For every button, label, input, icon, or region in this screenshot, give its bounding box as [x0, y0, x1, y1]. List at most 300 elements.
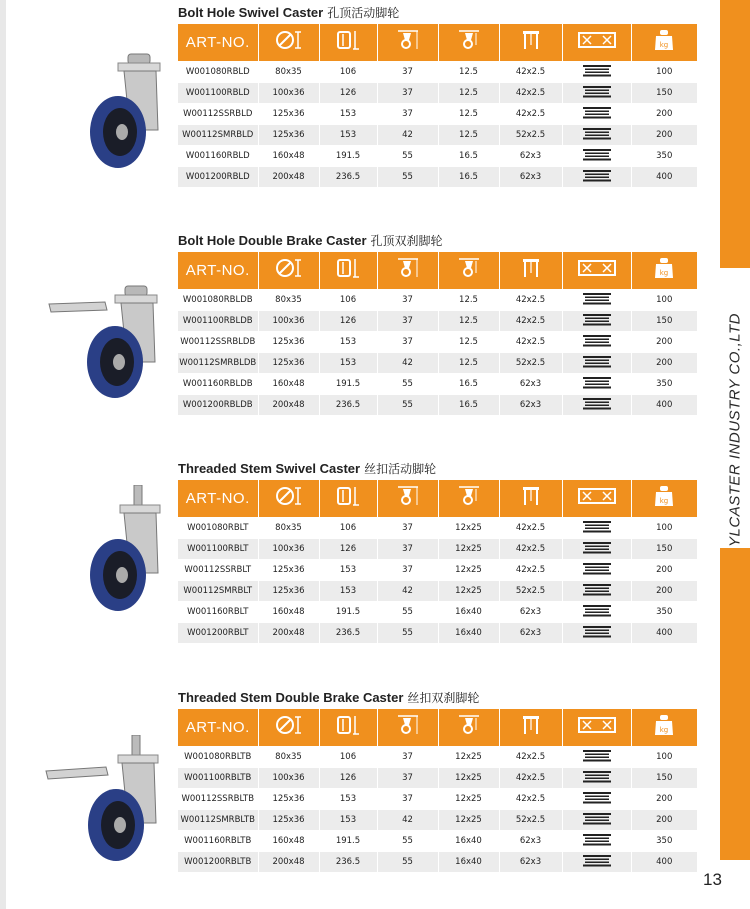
swivel-offset-icon — [456, 714, 482, 741]
bolt-cell: 16.5 — [438, 146, 499, 167]
plate-type-cell — [562, 353, 631, 374]
offset-cell: 37 — [377, 104, 438, 125]
table-row — [178, 581, 697, 602]
wheel-size-cell: 80x35 — [258, 290, 319, 311]
load-cell: 100 — [631, 290, 697, 311]
plate-size-cell: 62x3 — [499, 852, 562, 873]
art-no-cell: W00112SSRBLDB — [178, 332, 258, 353]
bolt-cell: 16.5 — [438, 167, 499, 188]
table-row — [178, 539, 697, 560]
tread-width-icon — [335, 257, 361, 284]
total-height-icon — [395, 485, 421, 512]
art-no-label: ART-NO. — [185, 718, 250, 736]
load-cell: 200 — [631, 332, 697, 353]
offset-cell: 55 — [377, 831, 438, 852]
offset-cell: 37 — [377, 560, 438, 581]
plate-size-cell: 42x2.5 — [499, 290, 562, 311]
bolt-cell: 12.5 — [438, 104, 499, 125]
svg-text:kg: kg — [660, 269, 669, 277]
offset-cell: 37 — [377, 539, 438, 560]
plate-stack-icon — [582, 584, 612, 599]
art-no-cell: W001100RBLTB — [178, 768, 258, 789]
bolt-cell: 12x25 — [438, 560, 499, 581]
art-no-cell: W00112SSRBLT — [178, 560, 258, 581]
mounting-plate-icon — [577, 31, 617, 54]
wheel-size-header — [258, 480, 319, 518]
swivel-offset-icon — [456, 485, 482, 512]
plate-size-cell: 62x3 — [499, 602, 562, 623]
swivel-offset-icon — [456, 257, 482, 284]
total-height-cell: 126 — [319, 311, 377, 332]
svg-text:kg: kg — [660, 41, 669, 49]
plate-size-cell: 42x2.5 — [499, 789, 562, 810]
section-threaded-double-brake — [178, 689, 697, 873]
offset-cell: 55 — [377, 374, 438, 395]
plate-stack-icon — [582, 170, 612, 185]
bolt-cell: 12x25 — [438, 581, 499, 602]
load-cell: 150 — [631, 83, 697, 104]
plate-type-cell — [562, 789, 631, 810]
art-no-cell: W001100RBLDB — [178, 311, 258, 332]
table-row — [178, 602, 697, 623]
total-height-header — [377, 709, 438, 747]
total-height-header — [377, 252, 438, 290]
bolt-hole-icon — [518, 257, 544, 284]
offset-cell: 42 — [377, 353, 438, 374]
spec-table — [178, 24, 697, 188]
wheel-size-header — [258, 24, 319, 62]
art-no-cell: W001160RBLDB — [178, 374, 258, 395]
plate-type-cell — [562, 311, 631, 332]
table-row — [178, 167, 697, 188]
bolt-cell: 12x25 — [438, 518, 499, 539]
table-row — [178, 831, 697, 852]
offset-cell: 37 — [377, 83, 438, 104]
plate-type-cell — [562, 602, 631, 623]
total-height-cell: 106 — [319, 747, 377, 768]
mounting-plate-icon — [577, 716, 617, 739]
caster-double-brake-bolt-image — [45, 280, 170, 400]
wheel-size-cell: 80x35 — [258, 747, 319, 768]
load-cell: 150 — [631, 311, 697, 332]
bolt-hole-icon — [518, 29, 544, 56]
bolt-cell: 16.5 — [438, 374, 499, 395]
bolt-cell: 16x40 — [438, 831, 499, 852]
total-height-header — [377, 24, 438, 62]
offset-cell: 55 — [377, 852, 438, 873]
load-cell: 150 — [631, 768, 697, 789]
swivel-offset-icon — [456, 29, 482, 56]
plate-stack-icon — [582, 293, 612, 308]
plate-stack-icon — [582, 86, 612, 101]
art-no-cell: W001080RBLTB — [178, 747, 258, 768]
plate-size-cell: 42x2.5 — [499, 62, 562, 83]
plate-size-cell: 62x3 — [499, 831, 562, 852]
caster-threaded-swivel-image — [78, 485, 170, 615]
wheel-size-cell: 125x36 — [258, 789, 319, 810]
total-height-cell: 236.5 — [319, 395, 377, 416]
table-row — [178, 146, 697, 167]
plate-type-cell — [562, 852, 631, 873]
total-height-icon — [395, 29, 421, 56]
load-cell: 350 — [631, 602, 697, 623]
art-no-cell: W00112SSRBLTB — [178, 789, 258, 810]
wheel-size-icon — [274, 714, 304, 741]
bolt-cell: 12.5 — [438, 62, 499, 83]
offset-cell: 55 — [377, 167, 438, 188]
wheel-size-cell: 160x48 — [258, 602, 319, 623]
plate-stack-icon — [582, 792, 612, 807]
bolt-cell: 12x25 — [438, 810, 499, 831]
bolt-cell: 12x25 — [438, 768, 499, 789]
offset-cell: 42 — [377, 125, 438, 146]
plate-type-cell — [562, 810, 631, 831]
wheel-size-icon — [274, 29, 304, 56]
plate-type-cell — [562, 395, 631, 416]
plate-size-cell: 42x2.5 — [499, 539, 562, 560]
load-weight-icon — [654, 257, 674, 284]
plate-type-cell — [562, 125, 631, 146]
offset-cell: 42 — [377, 581, 438, 602]
load-cell: 200 — [631, 560, 697, 581]
section-title: Bolt Hole Swivel Caster 孔顶活动脚轮 — [178, 5, 400, 20]
plate-size-cell: 42x2.5 — [499, 311, 562, 332]
plate-stack-icon — [582, 149, 612, 164]
wheel-size-cell: 160x48 — [258, 831, 319, 852]
wheel-size-header — [258, 252, 319, 290]
load-cell: 200 — [631, 789, 697, 810]
spec-table — [178, 480, 697, 644]
load-cell: 200 — [631, 125, 697, 146]
plate-type-cell — [562, 62, 631, 83]
table-row — [178, 789, 697, 810]
wheel-size-cell: 125x36 — [258, 810, 319, 831]
art-no-cell: W001160RBLTB — [178, 831, 258, 852]
section-threaded-swivel — [178, 460, 697, 644]
section-title: Bolt Hole Double Brake Caster 孔顶双刹脚轮 — [178, 233, 443, 248]
side-tab-top — [720, 0, 750, 268]
mounting-plate-header — [562, 24, 631, 62]
caster-threaded-double-brake-image — [42, 735, 170, 865]
tread-width-header — [319, 252, 377, 290]
bolt-cell: 12.5 — [438, 125, 499, 146]
plate-stack-icon — [582, 605, 612, 620]
wheel-size-cell: 100x36 — [258, 539, 319, 560]
bolt-cell: 12.5 — [438, 290, 499, 311]
art-no-cell: W00112SMRBLDB — [178, 353, 258, 374]
art-no-cell: W001100RBLD — [178, 83, 258, 104]
wheel-size-cell: 80x35 — [258, 62, 319, 83]
plate-type-cell — [562, 831, 631, 852]
art-no-cell: W001200RBLDB — [178, 395, 258, 416]
tread-width-header — [319, 480, 377, 518]
bolt-cell: 16x40 — [438, 602, 499, 623]
bolt-cell: 12x25 — [438, 539, 499, 560]
mounting-plate-icon — [577, 487, 617, 510]
total-height-cell: 153 — [319, 789, 377, 810]
spec-table — [178, 252, 697, 416]
plate-stack-icon — [582, 542, 612, 557]
bolt-hole-icon — [518, 485, 544, 512]
mounting-plate-header — [562, 480, 631, 518]
wheel-size-cell: 125x36 — [258, 125, 319, 146]
table-row — [178, 374, 697, 395]
plate-type-cell — [562, 146, 631, 167]
wheel-size-cell: 125x36 — [258, 332, 319, 353]
art-no-header — [178, 480, 258, 518]
total-height-cell: 106 — [319, 62, 377, 83]
art-no-header — [178, 709, 258, 747]
section-title: Threaded Stem Swivel Caster 丝扣活动脚轮 — [178, 461, 437, 476]
wheel-size-cell: 200x48 — [258, 623, 319, 644]
art-no-cell: W001160RBLT — [178, 602, 258, 623]
plate-stack-icon — [582, 356, 612, 371]
bolt-cell: 16x40 — [438, 623, 499, 644]
total-height-cell: 126 — [319, 768, 377, 789]
plate-size-cell: 62x3 — [499, 146, 562, 167]
art-no-header — [178, 252, 258, 290]
total-height-cell: 191.5 — [319, 374, 377, 395]
total-height-cell: 236.5 — [319, 167, 377, 188]
art-no-label: ART-NO. — [185, 489, 250, 507]
wheel-size-cell: 200x48 — [258, 167, 319, 188]
total-height-cell: 106 — [319, 290, 377, 311]
bolt-hole-header — [499, 252, 562, 290]
total-height-cell: 236.5 — [319, 852, 377, 873]
plate-size-cell: 42x2.5 — [499, 560, 562, 581]
tread-width-icon — [335, 714, 361, 741]
art-no-cell: W00112SSRBLD — [178, 104, 258, 125]
load-cell: 400 — [631, 852, 697, 873]
plate-size-cell: 52x2.5 — [499, 125, 562, 146]
plate-stack-icon — [582, 626, 612, 641]
art-no-cell: W001160RBLD — [178, 146, 258, 167]
wheel-size-icon — [274, 257, 304, 284]
tread-width-icon — [335, 485, 361, 512]
plate-stack-icon — [582, 377, 612, 392]
total-height-cell: 153 — [319, 560, 377, 581]
table-row — [178, 353, 697, 374]
plate-type-cell — [562, 290, 631, 311]
load-weight-header — [631, 24, 697, 62]
plate-size-cell: 52x2.5 — [499, 810, 562, 831]
plate-type-cell — [562, 167, 631, 188]
plate-stack-icon — [582, 335, 612, 350]
load-weight-header — [631, 252, 697, 290]
bolt-cell: 12.5 — [438, 83, 499, 104]
art-no-cell: W001080RBLT — [178, 518, 258, 539]
offset-cell: 37 — [377, 789, 438, 810]
table-header — [178, 480, 697, 518]
plate-type-cell — [562, 83, 631, 104]
wheel-size-cell: 125x36 — [258, 104, 319, 125]
offset-cell: 55 — [377, 146, 438, 167]
bolt-cell: 16x40 — [438, 852, 499, 873]
table-header — [178, 709, 697, 747]
section-title: Threaded Stem Double Brake Caster 丝扣双刹脚轮 — [178, 690, 480, 705]
plate-type-cell — [562, 374, 631, 395]
plate-stack-icon — [582, 107, 612, 122]
company-name: YLCASTER INDUSTRY CO.,LTD — [726, 313, 744, 547]
wheel-size-cell: 160x48 — [258, 146, 319, 167]
caster-swivel-bolt-image — [80, 50, 170, 170]
art-no-cell: W001080RBLD — [178, 62, 258, 83]
wheel-size-cell: 100x36 — [258, 311, 319, 332]
plate-type-cell — [562, 560, 631, 581]
load-cell: 100 — [631, 747, 697, 768]
bolt-cell: 16.5 — [438, 395, 499, 416]
art-no-label: ART-NO. — [185, 33, 250, 51]
page-edge — [0, 0, 6, 909]
total-height-cell: 153 — [319, 353, 377, 374]
swivel-offset-header — [438, 252, 499, 290]
total-height-icon — [395, 257, 421, 284]
offset-cell: 37 — [377, 290, 438, 311]
spec-table — [178, 709, 697, 873]
plate-stack-icon — [582, 521, 612, 536]
plate-size-cell: 62x3 — [499, 623, 562, 644]
bolt-hole-header — [499, 480, 562, 518]
table-row — [178, 747, 697, 768]
load-cell: 400 — [631, 623, 697, 644]
plate-stack-icon — [582, 65, 612, 80]
table-row — [178, 62, 697, 83]
table-row — [178, 311, 697, 332]
plate-stack-icon — [582, 834, 612, 849]
section-bolt-hole-swivel — [178, 4, 697, 188]
load-weight-icon — [654, 29, 674, 56]
offset-cell: 42 — [377, 810, 438, 831]
load-weight-icon — [654, 714, 674, 741]
load-cell: 350 — [631, 374, 697, 395]
total-height-cell: 236.5 — [319, 623, 377, 644]
mounting-plate-header — [562, 709, 631, 747]
bolt-hole-header — [499, 709, 562, 747]
table-row — [178, 104, 697, 125]
offset-cell: 37 — [377, 332, 438, 353]
total-height-cell: 126 — [319, 83, 377, 104]
plate-size-cell: 42x2.5 — [499, 332, 562, 353]
wheel-size-cell: 200x48 — [258, 852, 319, 873]
table-row — [178, 623, 697, 644]
plate-size-cell: 62x3 — [499, 167, 562, 188]
offset-cell: 55 — [377, 395, 438, 416]
offset-cell: 37 — [377, 518, 438, 539]
bolt-hole-header — [499, 24, 562, 62]
plate-size-cell: 62x3 — [499, 374, 562, 395]
art-no-cell: W00112SMRBLTB — [178, 810, 258, 831]
table-row — [178, 810, 697, 831]
side-tab-bottom — [720, 548, 750, 909]
plate-size-cell: 42x2.5 — [499, 747, 562, 768]
art-no-cell: W001080RBLDB — [178, 290, 258, 311]
mounting-plate-icon — [577, 259, 617, 282]
table-header — [178, 252, 697, 290]
swivel-offset-header — [438, 709, 499, 747]
mounting-plate-header — [562, 252, 631, 290]
load-cell: 400 — [631, 167, 697, 188]
plate-stack-icon — [582, 314, 612, 329]
tread-width-header — [319, 24, 377, 62]
tread-width-header — [319, 709, 377, 747]
total-height-cell: 191.5 — [319, 602, 377, 623]
table-row — [178, 395, 697, 416]
art-no-cell: W00112SMRBLD — [178, 125, 258, 146]
offset-cell: 37 — [377, 747, 438, 768]
load-cell: 100 — [631, 62, 697, 83]
load-cell: 400 — [631, 395, 697, 416]
art-no-cell: W001200RBLT — [178, 623, 258, 644]
art-no-cell: W001200RBLD — [178, 167, 258, 188]
art-no-cell: W00112SMRBLT — [178, 581, 258, 602]
total-height-cell: 153 — [319, 104, 377, 125]
bolt-cell: 12x25 — [438, 747, 499, 768]
load-cell: 200 — [631, 104, 697, 125]
wheel-size-cell: 200x48 — [258, 395, 319, 416]
art-no-cell: W001100RBLT — [178, 539, 258, 560]
total-height-cell: 191.5 — [319, 146, 377, 167]
table-row — [178, 518, 697, 539]
plate-size-cell: 52x2.5 — [499, 581, 562, 602]
plate-type-cell — [562, 332, 631, 353]
bolt-cell: 12.5 — [438, 332, 499, 353]
wheel-size-cell: 125x36 — [258, 560, 319, 581]
table-row — [178, 332, 697, 353]
wheel-size-cell: 100x36 — [258, 768, 319, 789]
wheel-size-icon — [274, 485, 304, 512]
total-height-cell: 191.5 — [319, 831, 377, 852]
total-height-cell: 126 — [319, 539, 377, 560]
offset-cell: 37 — [377, 62, 438, 83]
table-row — [178, 852, 697, 873]
total-height-icon — [395, 714, 421, 741]
plate-type-cell — [562, 581, 631, 602]
plate-stack-icon — [582, 771, 612, 786]
art-no-label: ART-NO. — [185, 261, 250, 279]
load-weight-header — [631, 480, 697, 518]
table-row — [178, 768, 697, 789]
plate-size-cell: 42x2.5 — [499, 518, 562, 539]
total-height-header — [377, 480, 438, 518]
bolt-cell: 12.5 — [438, 311, 499, 332]
art-no-header — [178, 24, 258, 62]
page-number: 13 — [703, 870, 722, 889]
total-height-cell: 153 — [319, 125, 377, 146]
wheel-size-cell: 100x36 — [258, 83, 319, 104]
plate-stack-icon — [582, 750, 612, 765]
plate-size-cell: 42x2.5 — [499, 83, 562, 104]
offset-cell: 55 — [377, 602, 438, 623]
bolt-hole-icon — [518, 714, 544, 741]
svg-text:kg: kg — [660, 497, 669, 505]
table-row — [178, 290, 697, 311]
load-cell: 100 — [631, 518, 697, 539]
load-weight-icon — [654, 485, 674, 512]
load-cell: 200 — [631, 810, 697, 831]
plate-stack-icon — [582, 813, 612, 828]
table-header — [178, 24, 697, 62]
load-cell: 150 — [631, 539, 697, 560]
wheel-size-cell: 125x36 — [258, 353, 319, 374]
swivel-offset-header — [438, 480, 499, 518]
wheel-size-cell: 125x36 — [258, 581, 319, 602]
svg-text:kg: kg — [660, 726, 669, 734]
plate-stack-icon — [582, 563, 612, 578]
total-height-cell: 153 — [319, 810, 377, 831]
plate-type-cell — [562, 747, 631, 768]
plate-type-cell — [562, 539, 631, 560]
wheel-size-cell: 160x48 — [258, 374, 319, 395]
